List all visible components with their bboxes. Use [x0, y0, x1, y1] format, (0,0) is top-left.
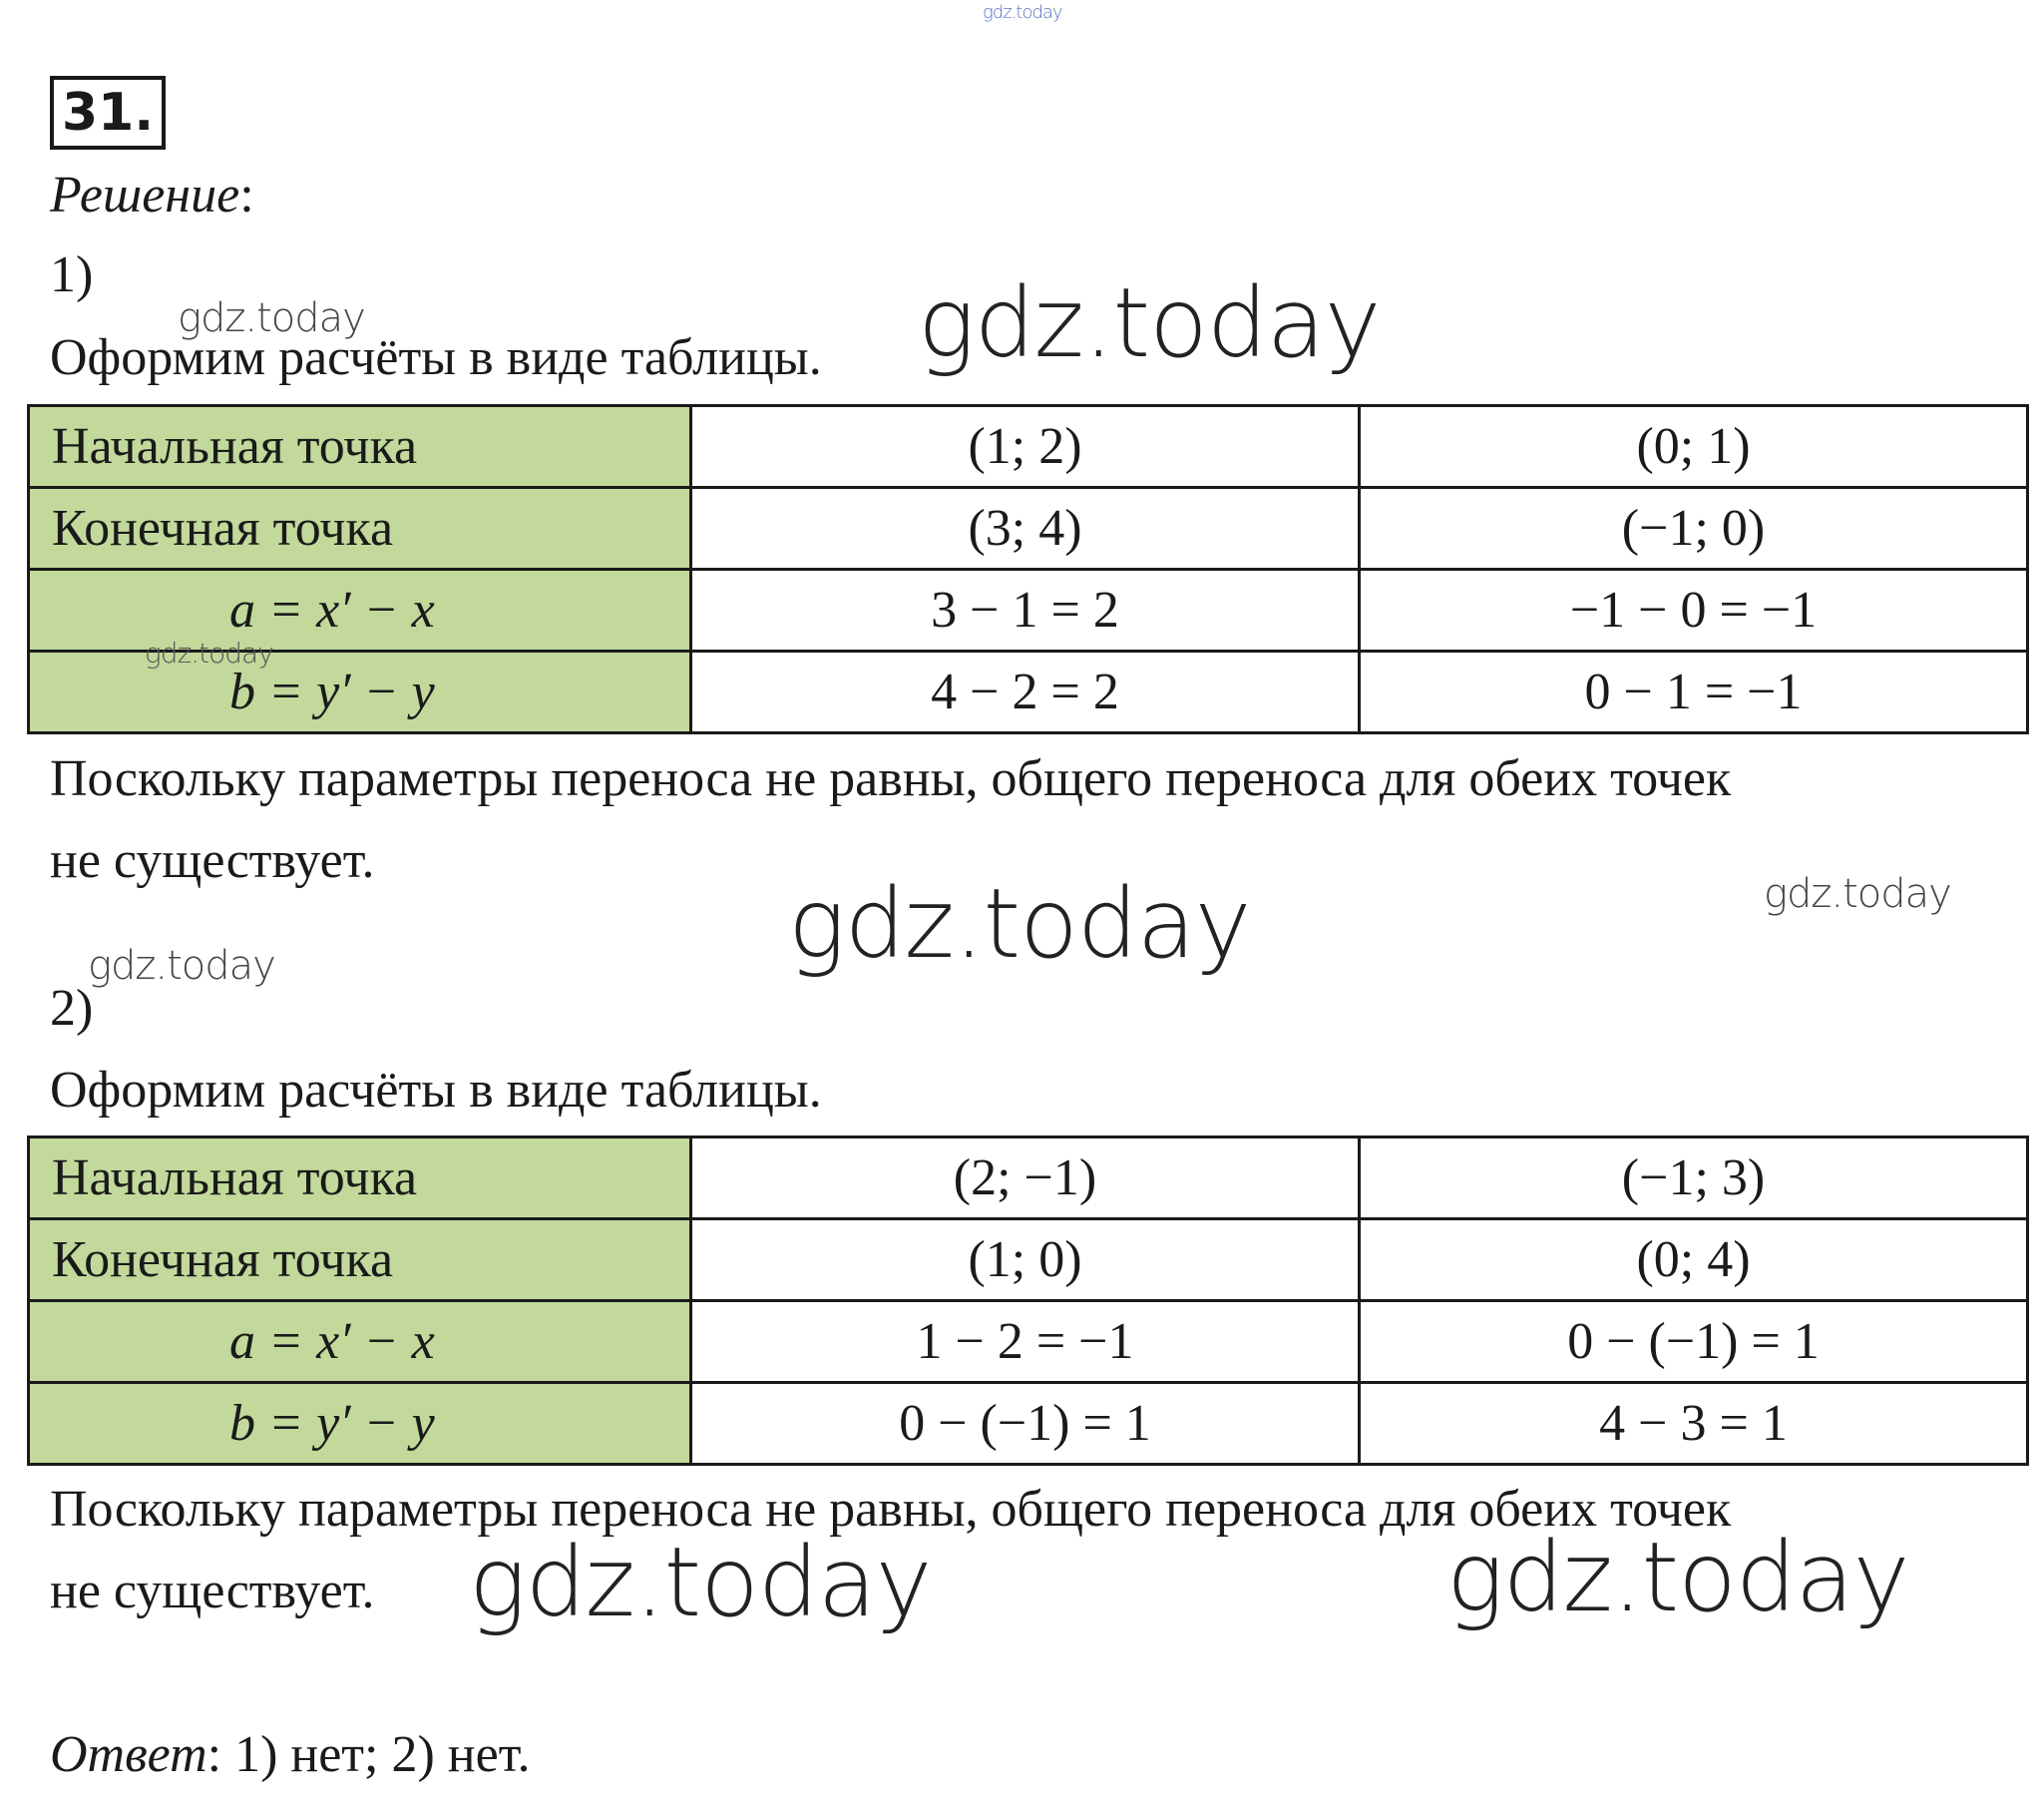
watermark: gdz.today [1446, 1522, 1909, 1633]
solution-label: Решение [50, 167, 240, 224]
part1-conclusion-line1: Поскольку параметры переноса не равны, общего переноса для обеих точек [50, 750, 1732, 807]
watermark: gdz.today [788, 868, 1251, 980]
table-cell: (−1; 3) [1360, 1137, 2028, 1219]
table-cell-label: Конечная точка [29, 1219, 691, 1301]
solution-heading [50, 165, 254, 227]
part2-table [27, 1136, 2029, 1466]
table-cell: −1 − 0 = −1 [1360, 570, 2028, 652]
part1-intro: Оформим расчёты в виде таблицы. [50, 329, 822, 386]
watermark: gdz.today [1764, 871, 1951, 917]
part2-conclusion-line2: не существует. [50, 1563, 375, 1619]
table-cell: 3 − 1 = 2 [691, 570, 1360, 652]
part1-table [27, 404, 2029, 734]
answer-line [50, 1724, 531, 1786]
table-row [29, 406, 2028, 488]
table-row [29, 488, 2028, 570]
table-cell: 0 − (−1) = 1 [1360, 1301, 2028, 1383]
table-cell: (0; 4) [1360, 1219, 2028, 1301]
table-cell-formula: b = y′ − y [29, 1383, 691, 1465]
table-row [29, 1383, 2028, 1465]
part2-intro: Оформим расчёты в виде таблицы. [50, 1062, 822, 1119]
table-cell: (1; 0) [691, 1219, 1360, 1301]
table-cell: (0; 1) [1360, 406, 2028, 488]
header-watermark: gdz.today [983, 2, 1062, 23]
table-cell-formula: b = y′ − y [29, 652, 691, 733]
table-row [29, 1301, 2028, 1383]
table-cell-formula: a = x′ − x [29, 1301, 691, 1383]
table-cell-label: Начальная точка [29, 1137, 691, 1219]
table-cell-label: Начальная точка [29, 406, 691, 488]
table-cell: (2; −1) [691, 1137, 1360, 1219]
table-cell: 1 − 2 = −1 [691, 1301, 1360, 1383]
solution-colon: : [239, 167, 254, 224]
watermark: gdz.today [88, 943, 275, 989]
watermark: gdz.today [469, 1527, 932, 1638]
table-cell: 4 − 3 = 1 [1360, 1383, 2028, 1465]
part2-marker: 2) [50, 980, 94, 1037]
table-row [29, 570, 2028, 652]
table-row [29, 1137, 2028, 1219]
part1-marker: 1) [50, 246, 94, 303]
table-cell-formula: a = x′ − x [29, 570, 691, 652]
table-cell: 0 − (−1) = 1 [691, 1383, 1360, 1465]
table-row [29, 652, 2028, 733]
table-cell: (1; 2) [691, 406, 1360, 488]
table-cell: (−1; 0) [1360, 488, 2028, 570]
part2-conclusion-line1: Поскольку параметры переноса не равны, общего переноса для обеих точек [50, 1481, 1732, 1538]
answer-text: : 1) нет; 2) нет. [206, 1726, 531, 1783]
table-cell-label: Конечная точка [29, 488, 691, 570]
watermark: gdz.today [178, 295, 365, 341]
watermark: gdz.today [918, 267, 1381, 379]
table-cell: 0 − 1 = −1 [1360, 652, 2028, 733]
watermark: gdz.today [145, 637, 273, 670]
answer-label: Ответ [50, 1726, 207, 1783]
problem-number: 31. [50, 76, 166, 150]
table-row [29, 1219, 2028, 1301]
part1-conclusion-line2: не существует. [50, 832, 375, 889]
table-cell: (3; 4) [691, 488, 1360, 570]
table-cell: 4 − 2 = 2 [691, 652, 1360, 733]
